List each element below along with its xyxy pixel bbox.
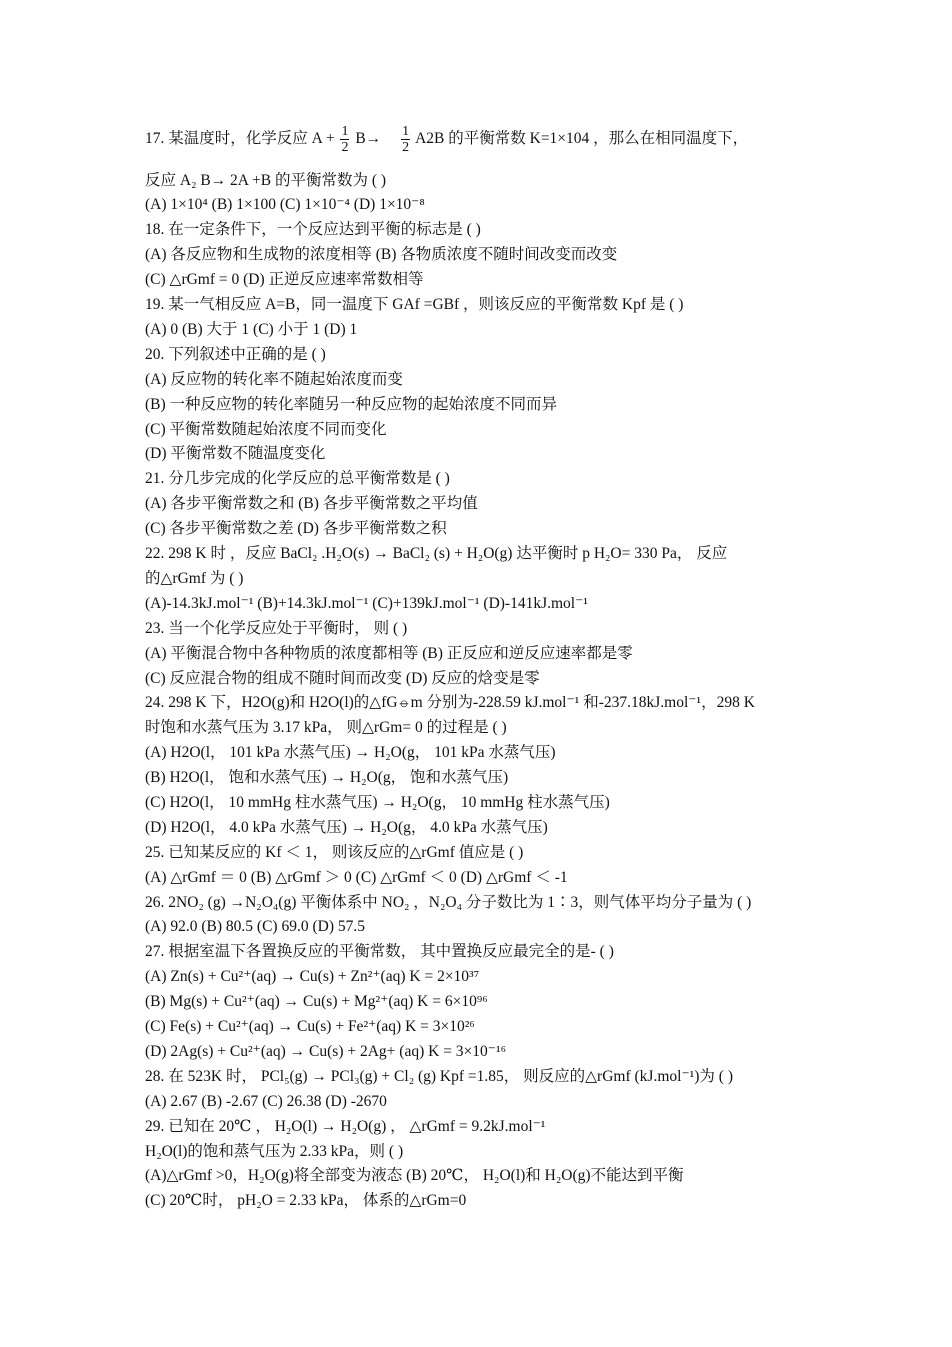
- q21-options-ab: (A) 各步平衡常数之和 (B) 各步平衡常数之平均值: [145, 495, 478, 512]
- q27-option-a: (A) Zn(s) + Cu²⁺(aq) → Cu(s) + Zn²⁺(aq) K = 2×10³⁷: [145, 968, 480, 985]
- q25-options: (A) △rGmf ＝ 0 (B) △rGmf ＞ 0 (C) △rGmf ＜ 0 (D) △rGmf ＜ -1: [145, 869, 568, 886]
- q27-option-c: (C) Fe(s) + Cu²⁺(aq) → Cu(s) + Fe²⁺(aq) K = 3×10²⁶: [145, 1018, 475, 1035]
- q22-stem: 22. 298 K 时 ，反应 BaCl₂ .H₂O(s) → BaCl₂ (s) + H₂O(g) 达平衡时 p H₂O= 330 Pa， 反应: [145, 545, 728, 562]
- q27-option-b: (B) Mg(s) + Cu²⁺(aq) → Cu(s) + Mg²⁺(aq) K = 6×10⁹⁶: [145, 993, 488, 1010]
- q24-option-c: (C) H2O(l， 10 mmHg 柱水蒸气压) → H₂O(g， 10 mmHg 柱水蒸气压): [145, 794, 610, 811]
- q17-mid2: A2B 的平衡常数 K=1×104 ，那么在相同温度下，: [415, 130, 749, 148]
- q17-fraction-2: [401, 124, 410, 155]
- q17-frac2-numerator: 1: [402, 124, 410, 139]
- q27-option-d: (D) 2Ag(s) + Cu²⁺(aq) → Cu(s) + 2Ag+ (aq) K = 3×10⁻¹⁶: [145, 1043, 507, 1060]
- q23-stem: 23. 当一个化学反应处于平衡时， 则 ( ): [145, 620, 408, 637]
- q24-stem-line2: 时饱和水蒸气压为 3.17 kPa， 则△rGm= 0 的过程是 ( ): [145, 719, 507, 736]
- q26-stem: 26. 2NO₂ (g) →N₂O₄(g) 平衡体系中 NO₂ ，N₂O₄ 分子数比为 1∶3，则气体平均分子量为 ( ): [145, 894, 752, 911]
- q28-options: (A) 2.67 (B) -2.67 (C) 26.38 (D) -2670: [145, 1093, 387, 1110]
- q23-options-ab: (A) 平衡混合物中各种物质的浓度都相等 (B) 正反应和逆反应速率都是零: [145, 645, 633, 662]
- q29-options-ab: (A)△rGmf >0，H₂O(g)将全部变为液态 (B) 20℃， H₂O(l)和 H₂O(g)不能达到平衡: [145, 1167, 684, 1184]
- q29-stem: 29. 已知在 20℃ ， H₂O(l) → H₂O(g) ， △rGmf = 9.2kJ.mol⁻¹: [145, 1118, 546, 1135]
- q17-frac2-denominator: 2: [402, 140, 410, 155]
- q18-options-ab: (A) 各反应物和生成物的浓度相等 (B) 各物质浓度不随时间改变而改变: [145, 246, 618, 263]
- q17-frac1-denominator: 2: [341, 140, 349, 155]
- q20-option-a: (A) 反应物的转化率不随起始浓度而变: [145, 371, 403, 388]
- q18-options-cd: (C) △rGmf = 0 (D) 正逆反应速率常数相等: [145, 271, 424, 288]
- q17-stem-line2: 反应 A₂ B→ 2A +B 的平衡常数为 ( ): [145, 172, 387, 189]
- q20-stem: 20. 下列叙述中正确的是 ( ): [145, 346, 326, 363]
- q20-option-b: (B) 一种反应物的转化率随另一种反应物的起始浓度不同而异: [145, 396, 558, 413]
- q17-intro: 17. 某温度时，化学反应 A +: [145, 130, 335, 148]
- q18-stem: 18. 在一定条件下，一个反应达到平衡的标志是 ( ): [145, 221, 481, 238]
- q22-options: (A)-14.3kJ.mol⁻¹ (B)+14.3kJ.mol⁻¹ (C)+139kJ.mol⁻¹ (D)-141kJ.mol⁻¹: [145, 595, 588, 612]
- q27-stem: 27. 根据室温下各置换反应的平衡常数， 其中置换反应最完全的是- ( ): [145, 943, 614, 960]
- q24-option-d: (D) H2O(l， 4.0 kPa 水蒸气压) → H₂O(g， 4.0 kPa 水蒸气压): [145, 819, 548, 836]
- q26-options: (A) 92.0 (B) 80.5 (C) 69.0 (D) 57.5: [145, 918, 365, 935]
- q17-mid1: B→: [355, 130, 382, 148]
- q17-stem: [145, 124, 822, 164]
- q23-options-cd: (C) 反应混合物的组成不随时间而改变 (D) 反应的焓变是零: [145, 670, 540, 687]
- q20-option-c: (C) 平衡常数随起始浓度不同而变化: [145, 421, 387, 438]
- q25-stem: 25. 已知某反应的 Kf ＜ 1， 则该反应的△rGmf 值应是 ( ): [145, 844, 524, 861]
- q29-stem-line2: H₂O(l)的饱和蒸气压为 2.33 kPa，则 ( ): [145, 1143, 404, 1160]
- q17-fraction-1: [340, 124, 349, 155]
- q19-options: (A) 0 (B) 大于 1 (C) 小于 1 (D) 1: [145, 321, 358, 338]
- q28-stem: 28. 在 523K 时， PCl₅(g) → PCl₃(g) + Cl₂ (g) Kpf =1.85， 则反应的△rGmf (kJ.mol⁻¹)为 ( ): [145, 1068, 734, 1085]
- q17-options: (A) 1×10⁴ (B) 1×100 (C) 1×10⁻⁴ (D) 1×10⁻⁸: [145, 196, 425, 213]
- q24-stem: 24. 298 K 下，H2O(g)和 H2O(l)的△fG⦵m 分别为-228.59 kJ.mol⁻¹ 和-237.18kJ.mol⁻¹，298 K: [145, 694, 755, 711]
- q19-stem: 19. 某一气相反应 A=B，同一温度下 GAf =GBf ，则该反应的平衡常数 Kpf 是 ( ): [145, 296, 684, 313]
- q20-option-d: (D) 平衡常数不随温度变化: [145, 445, 326, 462]
- q29-option-c: (C) 20℃时， pH₂O = 2.33 kPa， 体系的△rGm=0: [145, 1192, 467, 1209]
- q21-stem: 21. 分几步完成的化学反应的总平衡常数是 ( ): [145, 470, 450, 487]
- q24-option-b: (B) H2O(l， 饱和水蒸气压) → H₂O(g， 饱和水蒸气压): [145, 769, 509, 786]
- q24-option-a: (A) H2O(l， 101 kPa 水蒸气压) → H₂O(g， 101 kPa 水蒸气压): [145, 744, 556, 761]
- q17-frac1-numerator: 1: [341, 124, 349, 139]
- q22-stem-line2: 的△rGmf 为 ( ): [145, 570, 244, 587]
- q21-options-cd: (C) 各步平衡常数之差 (D) 各步平衡常数之积: [145, 520, 447, 537]
